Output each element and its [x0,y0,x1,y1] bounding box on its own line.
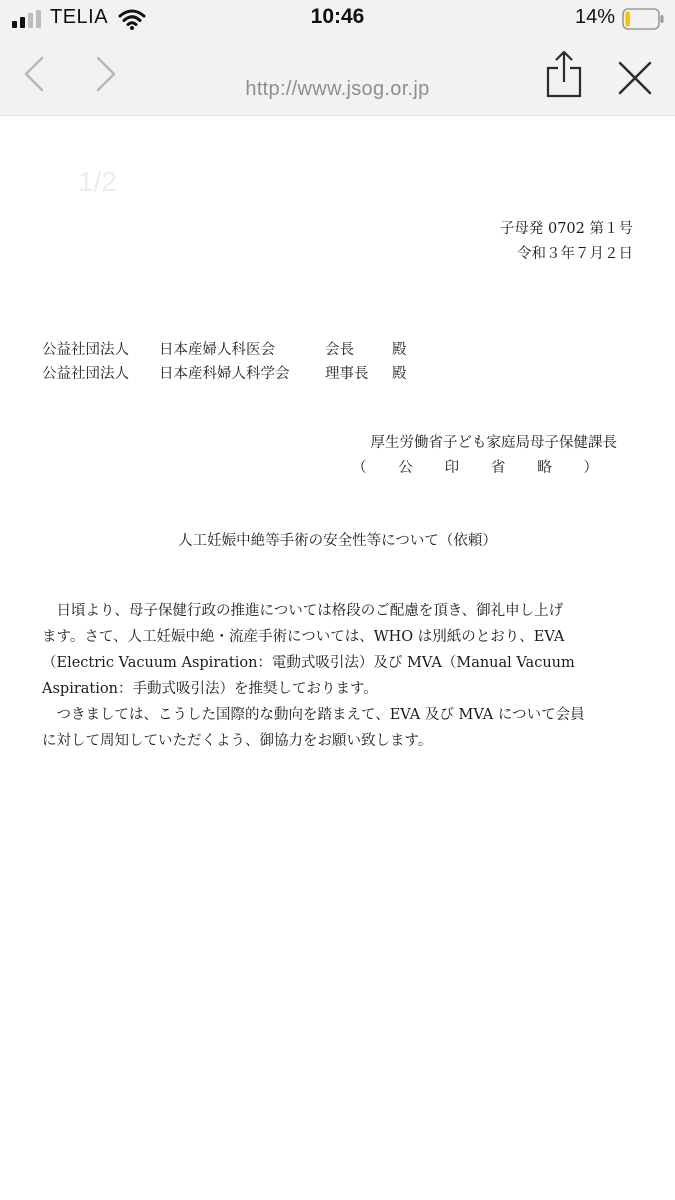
sender: 厚生労働省子ども家庭局母子保健課長 [370,435,617,451]
addressee-honorific: 殿 [392,366,407,382]
status-bar [0,0,675,38]
seal-char: ） [583,460,598,476]
seal-omitted-note [352,461,598,476]
addressee-org-name: 日本産婦人科医会 [159,342,275,358]
status-time: 10:46 [310,5,365,28]
addressee-title: 理事長 [325,366,369,382]
body-line: ます。さて、人工妊娠中絶・流産手術については、WHO は別紙のとおり、EVA [42,629,565,645]
document-subject: 人工妊娠中絶等手術の安全性等について（依頼） [178,533,497,549]
addressee-honorific: 殿 [392,342,407,358]
reference-number: 子母発 0702 第１号 [499,221,633,237]
addressee-title: 会長 [325,342,354,358]
seal-char: 省 [490,460,506,476]
carrier-name: TELIA [50,6,109,28]
body-line: （Electric Vacuum Aspiration：電動式吸引法）及び MVA（Manual Vacuum [42,655,575,671]
body-line: つきましては、こうした国際的な動向を踏まえて、EVA 及び MVA について会員 [42,707,585,723]
battery-percent: 14% [575,6,616,28]
battery-icon [622,8,664,30]
body-line: Aspiration：手動式吸引法）を推奨しております。 [42,681,378,697]
body-line: 日頃より、母子保健行政の推進については格段のご配慮を頂き、御礼申し上げ [42,603,564,619]
seal-char: 印 [444,460,460,476]
document-date: 令和３年７月２日 [517,246,633,262]
share-icon[interactable] [544,50,584,98]
url-bar[interactable]: http://www.jsog.or.jp [245,78,430,100]
addressee-org-type: 公益社団法人 [42,342,129,358]
browser-toolbar [0,38,675,116]
addressee-org-name: 日本産科婦人科学会 [159,366,290,382]
seal-char: （ [352,460,367,476]
seal-char: 公 [398,460,413,476]
seal-char: 略 [537,460,552,476]
page-indicator: 1/2 [78,166,117,197]
addressee-org-type: 公益社団法人 [42,366,129,382]
body-line: に対して周知していただくよう、御協力をお願い致します。 [42,733,433,749]
battery-level-fill [626,12,630,27]
document-page [0,116,675,1200]
close-icon[interactable] [615,58,655,98]
